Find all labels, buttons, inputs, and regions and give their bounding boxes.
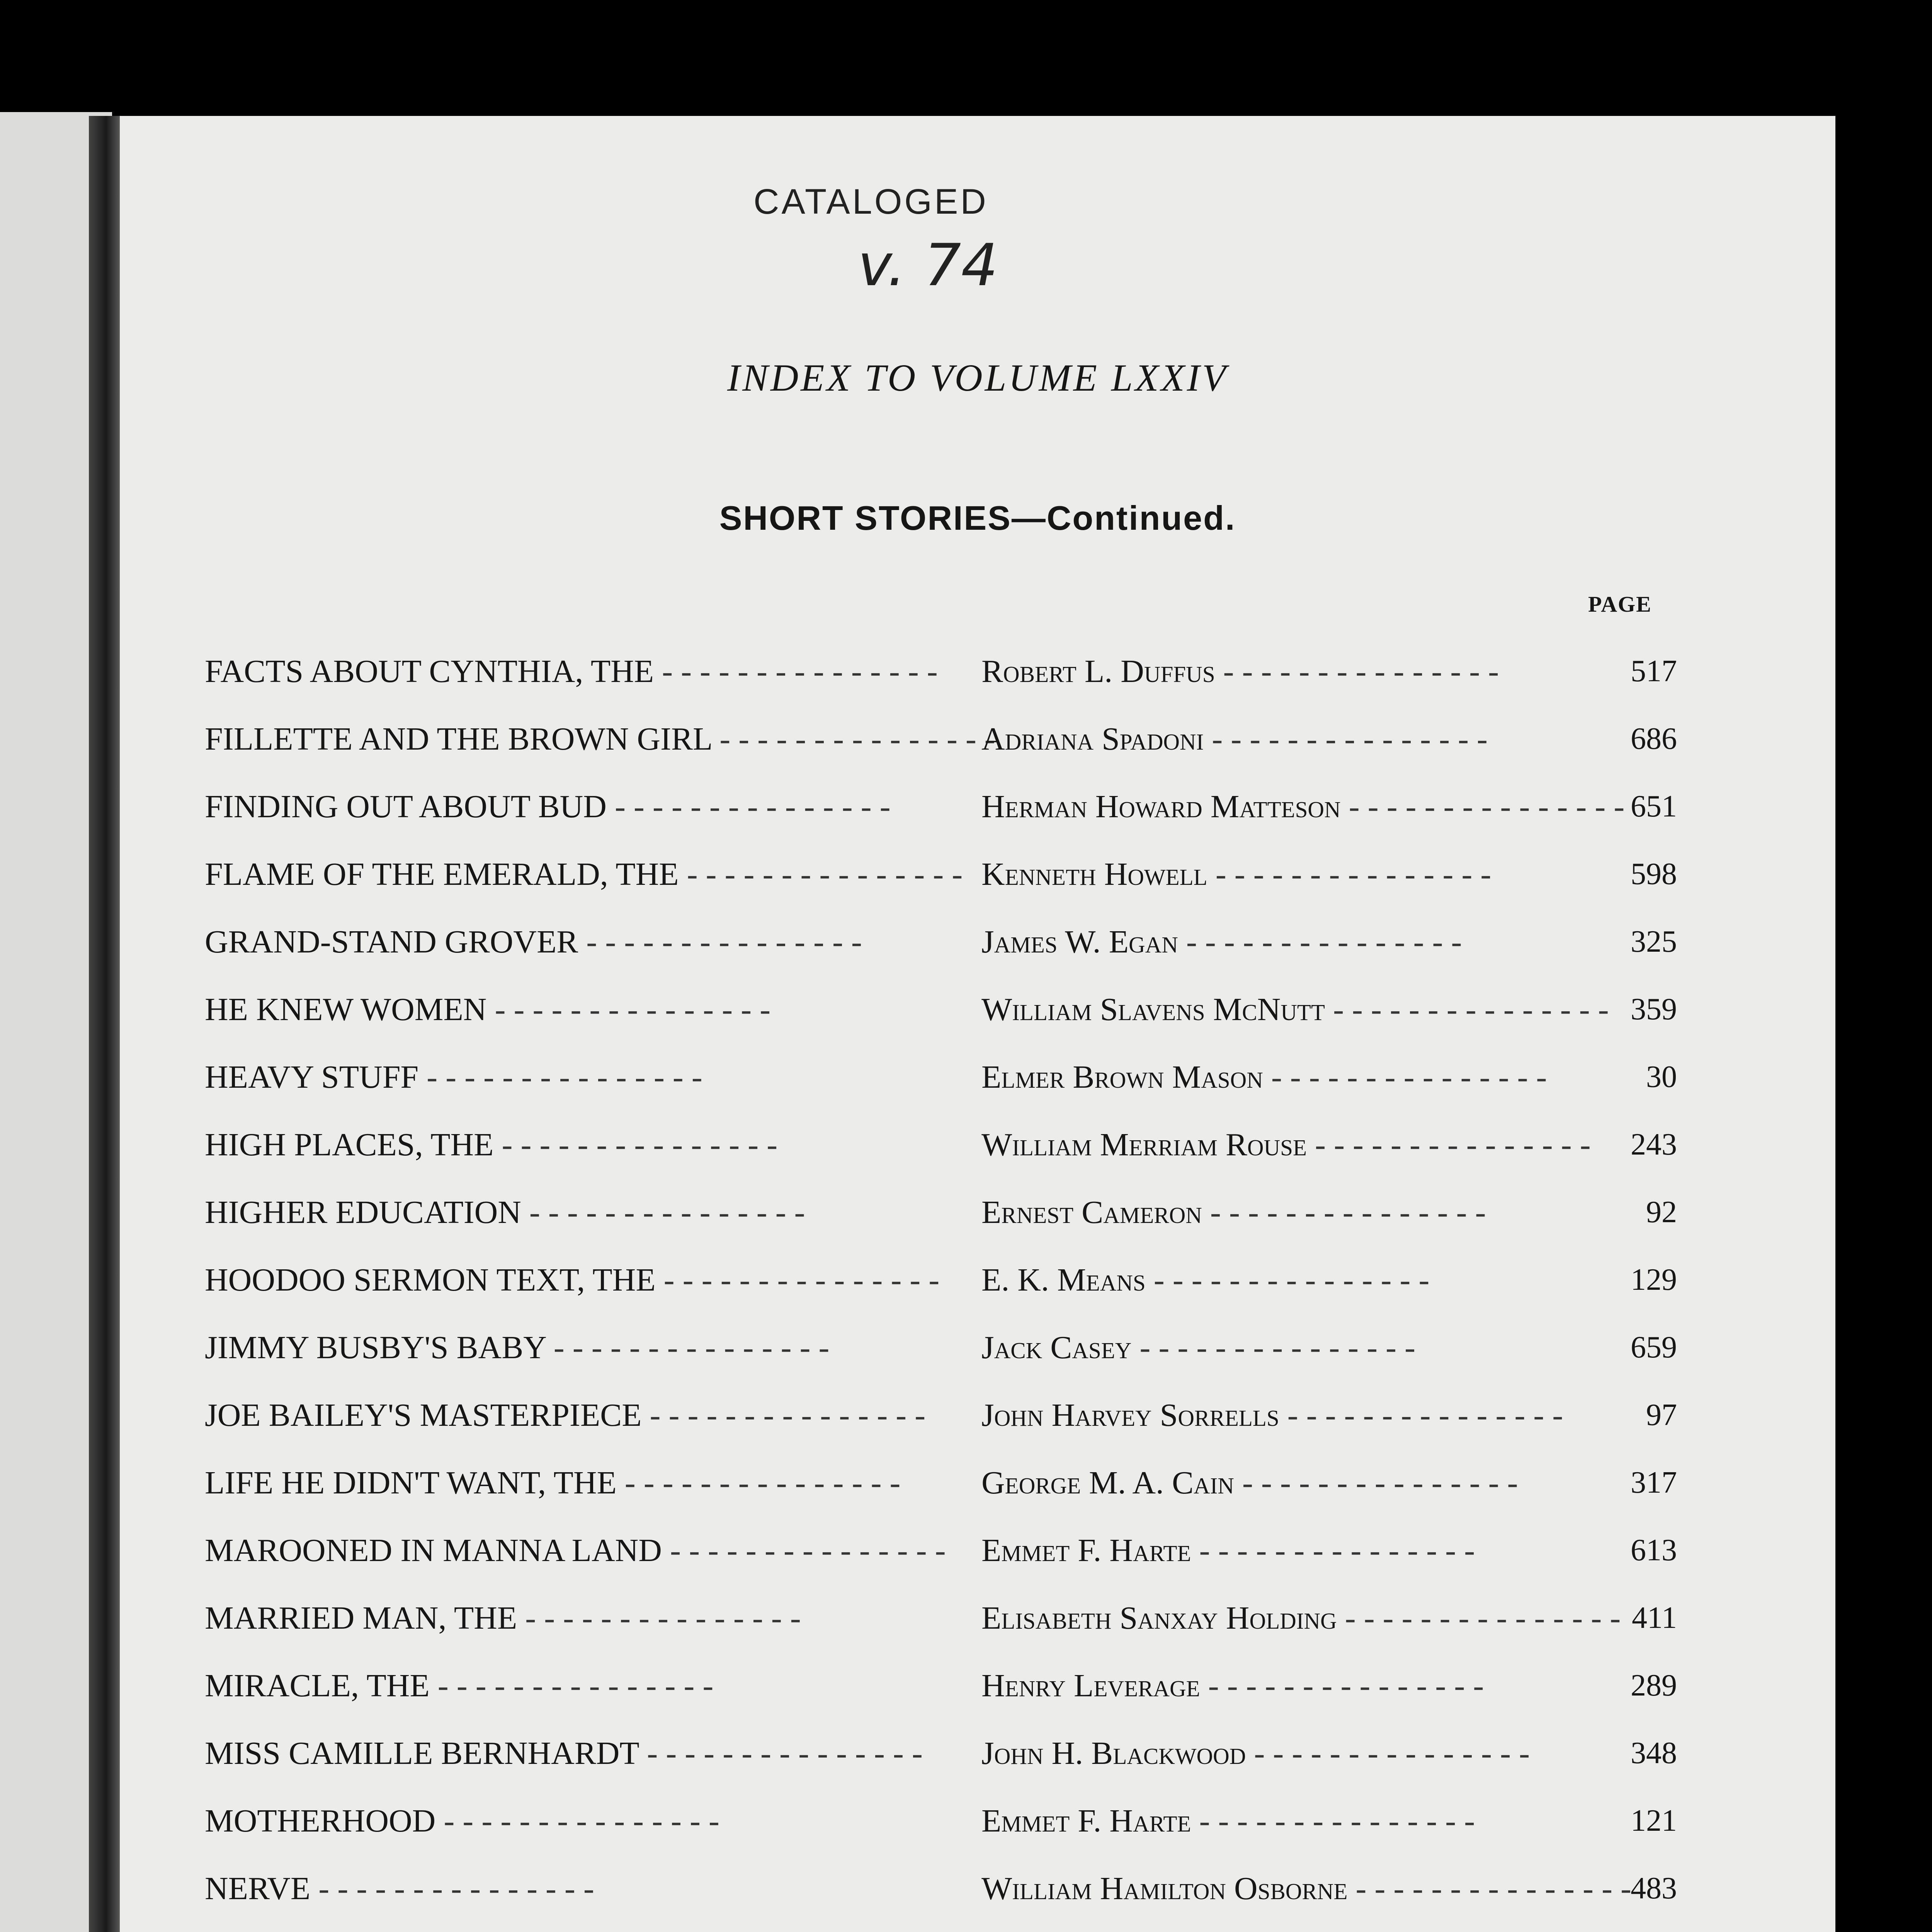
story-title: MOTHERHOOD - - - - - - - - - - - - - - - [205, 1803, 719, 1839]
leader-dashes: - - - - - - - - - - - - - - - [1202, 1194, 1486, 1230]
story-author: William Slavens McNutt - - - - - - - - - - - - - - - [981, 992, 1609, 1027]
leader-dashes: - - - - - - - - - - - - - - - [1191, 1803, 1475, 1839]
page-number: 92 [1646, 1195, 1677, 1229]
page-number: 348 [1631, 1736, 1677, 1770]
story-title: GRAND-STAND GROVER - - - - - - - - - - - - - - - [205, 924, 862, 960]
index-entry [120, 1179, 1835, 1246]
index-entry [120, 705, 1835, 773]
index-title: INDEX TO VOLUME LXXIV [727, 356, 1228, 399]
page-number: 359 [1631, 992, 1677, 1026]
index-entry [120, 1855, 1835, 1922]
leader-dashes: - - - - - - - - - - - - - - - [1145, 1262, 1430, 1298]
story-title: JOE BAILEY'S MASTERPIECE - - - - - - - - - - - - - - - [205, 1397, 926, 1433]
leader-dashes: - - - - - - - - - - - - - - - [711, 721, 995, 757]
story-title: HE KNEW WOMEN - - - - - - - - - - - - - - - [205, 992, 771, 1027]
leader-dashes: - - - - - - - - - - - - - - - [606, 789, 891, 825]
index-entry [120, 1314, 1835, 1381]
leader-dashes: - - - - - - - - - - - - - - - [521, 1194, 805, 1230]
index-entry [120, 1652, 1835, 1719]
index-entry [120, 773, 1835, 840]
leader-dashes: - - - - - - - - - - - - - - - [1204, 721, 1488, 757]
story-author: Elisabeth Sanxay Holding - - - - - - - - - - - - - - - [981, 1600, 1621, 1636]
page-number: 598 [1631, 857, 1677, 891]
section-title: SHORT STORIES—Continued. [719, 499, 1236, 537]
story-author: E. K. Means - - - - - - - - - - - - - - - [981, 1262, 1430, 1298]
story-author: Adriana Spadoni - - - - - - - - - - - - - - - [981, 721, 1488, 757]
page-number: 659 [1631, 1330, 1677, 1364]
leader-dashes: - - - - - - - - - - - - - - - [1131, 1330, 1415, 1366]
leader-dashes: - - - - - - - - - - - - - - - [545, 1330, 830, 1366]
leader-dashes: - - - - - - - - - - - - - - - [654, 653, 938, 689]
index-entry [120, 840, 1835, 908]
leader-dashes: - - - - - - - - - - - - - - - [1337, 1600, 1621, 1636]
page-number: 30 [1646, 1060, 1677, 1094]
index-entry [120, 1381, 1835, 1449]
story-author: Ernest Cameron - - - - - - - - - - - - - - - [981, 1194, 1486, 1230]
story-author: John Harvey Sorrells - - - - - - - - - - - - - - - [981, 1397, 1563, 1433]
leader-dashes: - - - - - - - - - - - - - - - [1207, 856, 1492, 892]
page-number [1588, 1922, 1677, 1932]
page-number: 613 [1631, 1533, 1677, 1567]
story-title: FINDING OUT ABOUT BUD - - - - - - - - - - - - - - - [205, 789, 891, 825]
page-number: 289 [1631, 1668, 1677, 1702]
leader-dashes: - - - - - - - - - - - - - - - [1246, 1735, 1530, 1771]
leader-dashes: - - - - - - - - - - - - - - - [1234, 1465, 1518, 1501]
page-number: 325 [1631, 925, 1677, 959]
story-author: William Merriam Rouse - - - - - - - - - - - - - - - [981, 1127, 1591, 1163]
page-number: 483 [1631, 1871, 1677, 1905]
leader-dashes: - - - - - - - - - - - - - - - [1200, 1668, 1484, 1704]
story-title: MAROONED IN MANNA LAND - - - - - - - - - - - - - - - [205, 1532, 946, 1568]
leader-dashes: - - - - - - - - - - - - - - - [517, 1600, 801, 1636]
index-entry [120, 1719, 1835, 1787]
leader-dashes: - - - - - - - - - - - - - - - [493, 1127, 778, 1163]
page-number: 243 [1631, 1128, 1677, 1162]
leader-dashes: - - - - - - - - - - - - - - - [1306, 1127, 1591, 1163]
index-entry [120, 1111, 1835, 1179]
page-number: 129 [1631, 1263, 1677, 1297]
page-number: 651 [1631, 789, 1677, 823]
leader-dashes: - - - - - - - - - - - - - - - [1325, 992, 1609, 1027]
page-number: 517 [1631, 654, 1677, 688]
index-entry [120, 1246, 1835, 1314]
leader-dashes: - - - - - - - - - - - - - - - [310, 1871, 594, 1906]
leader-dashes: - - - - - - - - - - - - - - - [1340, 789, 1625, 825]
story-author: Emmet F. Harte - - - - - - - - - - - - - - - [981, 1803, 1475, 1839]
story-title: FILLETTE AND THE BROWN GIRL - - - - - - - - - - - - - - - [205, 721, 995, 757]
story-author [981, 1922, 1592, 1932]
leader-dashes: - - - - - - - - - - - - - - - [418, 1059, 702, 1095]
leader-dashes: - - - - - - - - - - - - - - - [662, 1532, 946, 1568]
leader-dashes: - - - - - - - - - - - - - - - [1263, 1059, 1547, 1095]
story-author: Herman Howard Matteson - - - - - - - - - - - - - - - [981, 789, 1625, 825]
story-title: HIGH PLACES, THE - - - - - - - - - - - - - - - [205, 1127, 778, 1163]
page-number: 317 [1631, 1466, 1677, 1500]
story-title: HIGHER EDUCATION - - - - - - - - - - - - - - - [205, 1194, 805, 1230]
leader-dashes: - - - - - - - - - - - - - - - [679, 856, 963, 892]
story-title: LIFE HE DIDN'T WANT, THE - - - - - - - - - - - - - - - [205, 1465, 901, 1501]
leader-dashes: - - - - - - - - - - - - - - - [639, 1735, 923, 1771]
leader-dashes: - - - - - - - - - - - - - - - [616, 1465, 901, 1501]
story-author: George M. A. Cain - - - - - - - - - - - - - - - [981, 1465, 1518, 1501]
page-number: 411 [1631, 1601, 1677, 1635]
story-title: NERVE - - - - - - - - - - - - - - - [205, 1871, 594, 1906]
page-column-header: PAGE [1588, 592, 1652, 617]
story-title: FACTS ABOUT CYNTHIA, THE - - - - - - - - - - - - - - - [205, 653, 938, 689]
cataloged-stamp: CATALOGED [753, 182, 988, 221]
index-entry [120, 1043, 1835, 1111]
story-author: William Hamilton Osborne - - - - - - - - - - - - - - - [981, 1871, 1631, 1906]
leader-dashes: - - - - - - - - - - - - - - - [435, 1803, 719, 1839]
story-title: MARRIED MAN, THE - - - - - - - - - - - - - - - [205, 1600, 801, 1636]
leader-dashes: - - - - - - - - - - - - - - - [655, 1262, 940, 1298]
page-number: 686 [1631, 722, 1677, 756]
index-entry [120, 1449, 1835, 1517]
book-gutter [89, 116, 124, 1932]
index-entry [120, 1584, 1835, 1652]
story-title: MIRACLE, THE - - - - - - - - - - - - - - - [205, 1668, 714, 1704]
handwritten-volume-note: v. 74 [858, 232, 998, 299]
leader-dashes: - - - - - - - - - - - - - - - [1279, 1397, 1563, 1433]
leader-dashes: - - - - - - - - - - - - - - - [1215, 653, 1499, 689]
story-author: Henry Leverage - - - - - - - - - - - - - - - [981, 1668, 1484, 1704]
story-author: Emmet F. Harte - - - - - - - - - - - - - - - [981, 1532, 1475, 1568]
index-entry [120, 1517, 1835, 1584]
index-entry [120, 1787, 1835, 1855]
leader-dashes: - - - - - - - - - - - - - - - [429, 1668, 714, 1704]
leader-dashes: - - - - - - - - - - - - - - - [1178, 924, 1462, 960]
page-number: 121 [1631, 1804, 1677, 1838]
index-entry [120, 1922, 1835, 1932]
story-author: John H. Blackwood - - - - - - - - - - - - - - - [981, 1735, 1530, 1771]
index-page [120, 116, 1835, 1932]
story-author: Elmer Brown Mason - - - - - - - - - - - - - - - [981, 1059, 1547, 1095]
story-title: FLAME OF THE EMERALD, THE - - - - - - - - - - - - - - - [205, 856, 963, 892]
story-author: James W. Egan - - - - - - - - - - - - - - - [981, 924, 1462, 960]
story-title [205, 1922, 970, 1932]
story-author: Kenneth Howell - - - - - - - - - - - - - - - [981, 856, 1492, 892]
story-title: HEAVY STUFF - - - - - - - - - - - - - - - [205, 1059, 702, 1095]
index-entry [120, 976, 1835, 1043]
page-number: 97 [1646, 1398, 1677, 1432]
story-author: Jack Casey - - - - - - - - - - - - - - - [981, 1330, 1415, 1366]
leader-dashes: - - - - - - - - - - - - - - - [578, 924, 862, 960]
story-title: JIMMY BUSBY'S BABY - - - - - - - - - - - - - - - [205, 1330, 830, 1366]
story-title: HOODOO SERMON TEXT, THE - - - - - - - - - - - - - - - [205, 1262, 940, 1298]
leader-dashes: - - - - - - - - - - - - - - - [1191, 1532, 1475, 1568]
index-entry [120, 908, 1835, 976]
leader-dashes: - - - - - - - - - - - - - - - [486, 992, 771, 1027]
story-author: Robert L. Duffus - - - - - - - - - - - - - - - [981, 653, 1499, 689]
leader-dashes: - - - - - - - - - - - - - - - [1347, 1871, 1631, 1906]
leader-dashes: - - - - - - - - - - - - - - - [641, 1397, 926, 1433]
index-entry [120, 638, 1835, 705]
story-title: MISS CAMILLE BERNHARDT - - - - - - - - - - - - - - - [205, 1735, 923, 1771]
